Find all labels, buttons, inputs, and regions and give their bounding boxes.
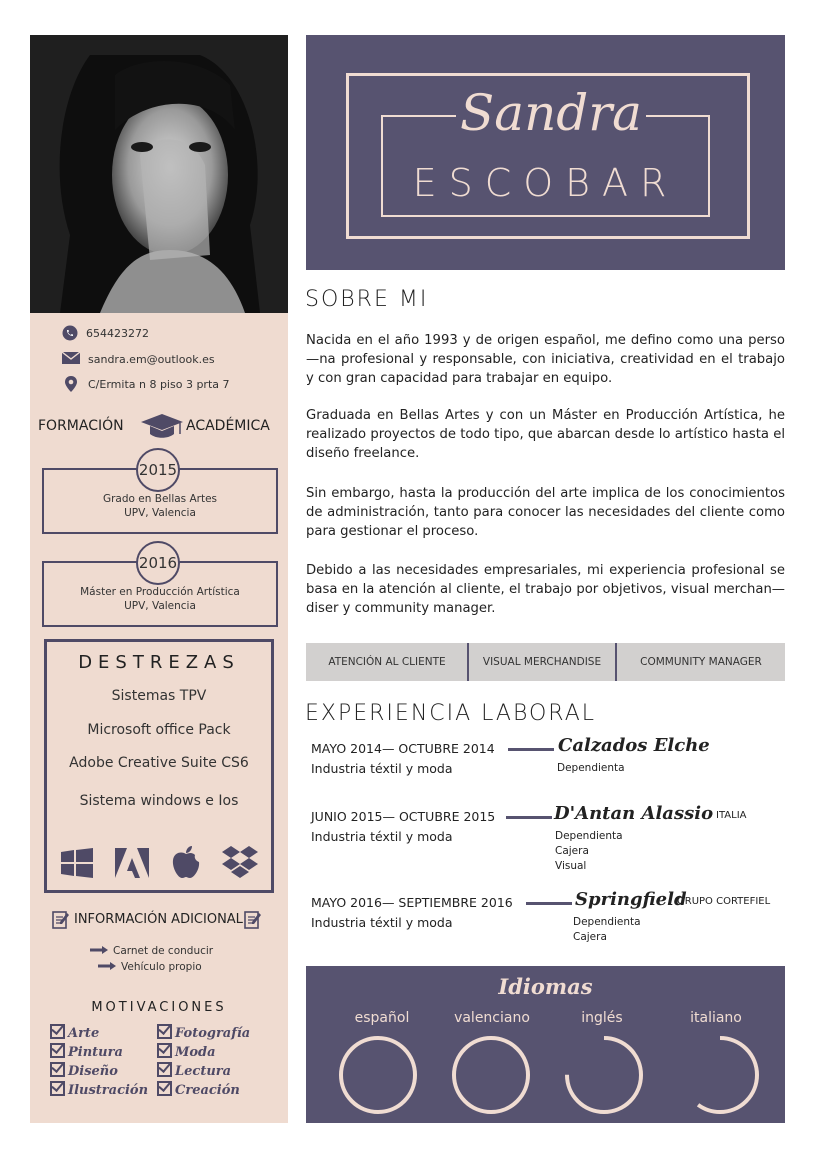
motivations-title: MOTIVACIONES bbox=[91, 1000, 227, 1015]
experience-title: EXPERIENCIA LABORAL bbox=[305, 701, 597, 726]
checkbox-icon bbox=[50, 1062, 65, 1077]
timeline-line bbox=[526, 902, 572, 905]
additional-item-label: Vehículo propio bbox=[121, 961, 202, 973]
experience-industry: Industria téxtil y moda bbox=[311, 829, 453, 844]
skill-item: Microsoft office Pack bbox=[87, 722, 231, 738]
checkbox-icon bbox=[157, 1062, 172, 1077]
checkbox-icon bbox=[157, 1024, 172, 1039]
language-name: inglés bbox=[581, 1010, 623, 1026]
motivation-item: Fotografía bbox=[157, 1024, 250, 1041]
phone-text[interactable]: 654423272 bbox=[86, 326, 149, 340]
timeline-line bbox=[506, 816, 552, 819]
experience-industry: Industria téxtil y moda bbox=[311, 761, 453, 776]
skills-box bbox=[44, 639, 274, 893]
company-name: D'Antan Alassio bbox=[554, 803, 714, 824]
motivation-item: Arte bbox=[50, 1024, 99, 1041]
checkbox-icon bbox=[50, 1024, 65, 1039]
additional-item bbox=[98, 961, 202, 973]
last-name: ESCOBAR bbox=[412, 161, 679, 205]
about-paragraph: Debido a las necesidades empresariales, mi experiencia profesional se basa en la atención al cliente, el trabajo por objetivos, visual merchan—diser y community manager. bbox=[306, 563, 785, 616]
experience-dates: MAYO 2016— SEPTIEMBRE 2016 bbox=[311, 895, 513, 910]
experience-role: Cajera bbox=[555, 845, 589, 857]
about-paragraph: Graduada en Bellas Artes y con un Máster en Producción Artística, he realizado proyectos de todo tipo, que abarcan desde lo artístico hasta el diseño freelance. bbox=[306, 408, 785, 461]
checkbox-icon bbox=[157, 1043, 172, 1058]
language-level-ring bbox=[341, 1038, 415, 1112]
education-year: 2016 bbox=[136, 541, 180, 585]
language-name: valenciano bbox=[454, 1010, 530, 1026]
education-year: 2015 bbox=[136, 448, 180, 492]
language-level-ring bbox=[454, 1038, 528, 1112]
skill-tag: ATENCIÓN AL CLIENTE bbox=[328, 656, 446, 668]
language-level-rings bbox=[306, 1025, 785, 1123]
additional-item-label: Carnet de conducir bbox=[113, 945, 214, 957]
experience-role: Cajera bbox=[573, 931, 607, 943]
address-text: C/Ermita n 8 piso 3 prta 7 bbox=[88, 377, 230, 391]
company-name: Springfield bbox=[575, 889, 687, 910]
motivation-item: Creación bbox=[157, 1081, 240, 1098]
motivation-item: Moda bbox=[157, 1043, 216, 1060]
map-pin-icon bbox=[64, 376, 80, 392]
education-place: UPV, Valencia bbox=[124, 600, 196, 612]
experience-role: Dependienta bbox=[557, 762, 625, 774]
languages-title: Idiomas bbox=[498, 974, 593, 999]
about-paragraph: Nacida en el año 1993 y de origen español, me defino como una perso—na profesional y responsable, con iniciativa, creatividad en el trabajo y con gran capacidad para trabajar en equipo. bbox=[306, 333, 785, 386]
education-place: UPV, Valencia bbox=[124, 507, 196, 519]
company-name: Calzados Elche bbox=[558, 735, 710, 756]
about-paragraph: Sin embargo, hasta la producción del arte implica de los conocimientos de administración, tanto para conocer las necesidades del cliente como para gestionar el proceso. bbox=[306, 486, 785, 539]
education-degree: Grado en Bellas Artes bbox=[102, 493, 218, 505]
additional-title: INFORMACIÓN ADICIONAL bbox=[74, 912, 243, 927]
graduation-cap-icon bbox=[140, 412, 184, 444]
experience-industry: Industria téxtil y moda bbox=[311, 915, 453, 930]
company-extra: ITALIA bbox=[716, 810, 747, 821]
address-row bbox=[64, 376, 230, 392]
motivation-item: Lectura bbox=[157, 1062, 231, 1079]
skill-item: Sistemas TPV bbox=[111, 688, 207, 704]
about-title: SOBRE MI bbox=[305, 287, 429, 312]
experience-dates: JUNIO 2015— OCTUBRE 2015 bbox=[311, 809, 496, 824]
notepad-icon bbox=[52, 910, 70, 934]
checkbox-icon bbox=[50, 1081, 65, 1096]
skill-tags-bar bbox=[306, 643, 785, 681]
notepad-icon bbox=[244, 910, 262, 934]
experience-role: Dependienta bbox=[573, 916, 641, 928]
email-row bbox=[62, 351, 215, 367]
education-degree: Máster en Producción Artística bbox=[80, 586, 240, 598]
experience-role: Dependienta bbox=[555, 830, 623, 842]
education-title-right: ACADÉMICA bbox=[186, 418, 270, 434]
arrow-right-icon bbox=[98, 961, 116, 973]
skills-title: DESTREZAS bbox=[78, 652, 240, 673]
checkbox-icon bbox=[50, 1043, 65, 1058]
language-level-ring bbox=[683, 1038, 757, 1112]
motivation-item: Ilustración bbox=[50, 1081, 148, 1098]
skill-item: Adobe Creative Suite CS6 bbox=[69, 755, 249, 771]
additional-item bbox=[90, 945, 213, 957]
motivation-item: Pintura bbox=[50, 1043, 123, 1060]
adobe-icon bbox=[115, 848, 149, 882]
education-title-left: FORMACIÓN bbox=[38, 418, 124, 434]
checkbox-icon bbox=[157, 1081, 172, 1096]
windows-icon bbox=[61, 848, 93, 882]
motivation-item: Diseño bbox=[50, 1062, 118, 1079]
apple-icon bbox=[171, 845, 201, 883]
phone-row bbox=[62, 325, 149, 341]
whatsapp-icon bbox=[62, 325, 78, 341]
name-header bbox=[306, 35, 785, 270]
skill-item: Sistema windows e Ios bbox=[79, 793, 239, 809]
timeline-line bbox=[508, 748, 554, 751]
language-name: español bbox=[354, 1010, 410, 1026]
arrow-right-icon bbox=[90, 945, 108, 957]
envelope-icon bbox=[62, 351, 80, 367]
skill-tag: COMMUNITY MANAGER bbox=[640, 656, 762, 668]
language-level-ring bbox=[567, 1038, 641, 1112]
company-extra: GRUPO CORTEFIEL bbox=[677, 896, 771, 907]
dropbox-icon bbox=[221, 846, 259, 884]
skill-tag: VISUAL MERCHANDISE bbox=[482, 656, 602, 668]
experience-dates: MAYO 2014— OCTUBRE 2014 bbox=[311, 741, 495, 756]
first-name: Sandra bbox=[456, 83, 646, 143]
experience-role: Visual bbox=[555, 860, 587, 872]
language-name: italiano bbox=[690, 1010, 742, 1026]
profile-photo bbox=[30, 35, 288, 313]
email-text[interactable]: sandra.em@outlook.es bbox=[88, 352, 215, 366]
